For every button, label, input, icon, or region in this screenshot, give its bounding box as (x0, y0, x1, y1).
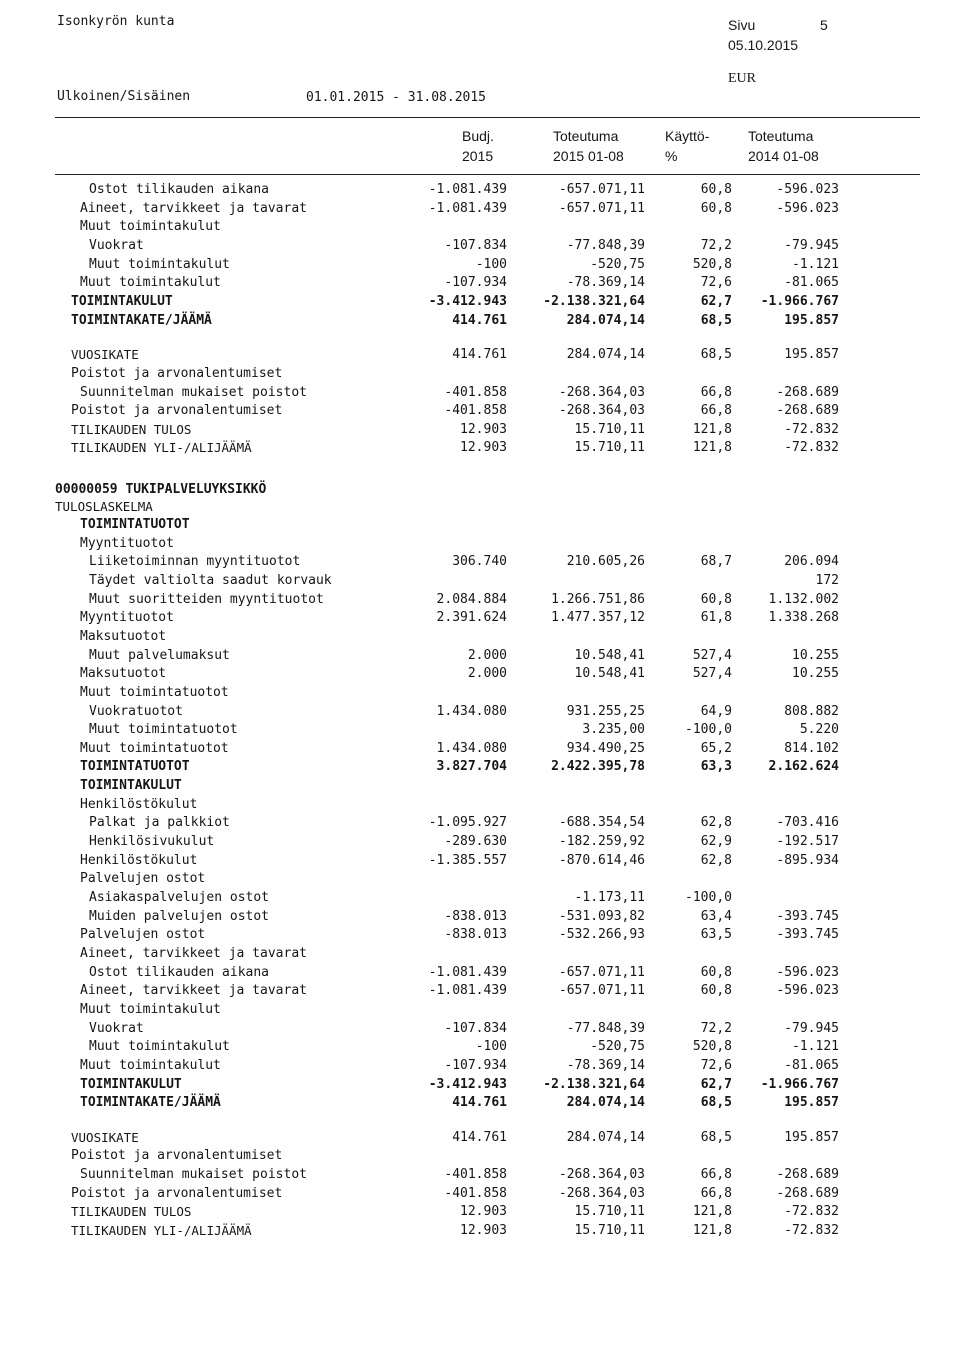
table-row (0, 1020, 960, 1038)
col-prev-line2: 2014 01-08 (748, 148, 819, 164)
unit-name: TUKIPALVELUYKSIKKÖ (125, 482, 267, 497)
prev-actual-cell: 195.857 (784, 347, 839, 363)
prev-actual-cell: -79.945 (784, 237, 839, 253)
actual-cell: -268.364,03 (558, 403, 645, 419)
row-label: Muiden palvelujen ostot (89, 908, 270, 924)
budget-cell: -401.858 (444, 1185, 507, 1201)
usage-pct-cell: 527,4 (692, 666, 732, 682)
budget-cell: 1.434.080 (436, 740, 507, 756)
usage-pct-cell: 72,6 (700, 1057, 732, 1073)
row-label: Palvelujen ostot (80, 871, 206, 887)
budget-cell: -1.081.439 (428, 964, 507, 980)
prev-actual-cell: -895.934 (776, 852, 839, 868)
usage-pct-cell: 63,4 (700, 908, 732, 924)
usage-pct-cell: 60,8 (700, 591, 732, 607)
prev-actual-cell: -1.121 (792, 256, 839, 272)
budget-cell: -100 (475, 256, 507, 272)
row-label: Muut toimintakulut (89, 256, 230, 272)
unit-report-title: TULOSLASKELMA (55, 499, 153, 514)
table-row (0, 312, 960, 330)
actual-cell: -77.848,39 (566, 237, 645, 253)
prev-actual-cell: -268.689 (776, 1185, 839, 1201)
usage-pct-cell: 520,8 (692, 1039, 732, 1055)
table-row (0, 870, 960, 888)
page-number: 5 (820, 17, 828, 33)
budget-cell: -1.385.557 (428, 852, 507, 868)
actual-cell: -520,75 (590, 1039, 645, 1055)
actual-cell: -268.364,03 (558, 1167, 645, 1183)
report-date: 05.10.2015 (728, 37, 799, 53)
table-row (0, 982, 960, 1000)
actual-cell: -531.093,82 (558, 908, 645, 924)
prev-actual-cell: -596.023 (776, 182, 839, 197)
row-label: Muut toimintakulut (80, 219, 221, 235)
budget-cell: -838.013 (444, 927, 507, 943)
table-row (0, 833, 960, 851)
budget-cell: -100 (475, 1039, 507, 1055)
table-row (0, 535, 960, 553)
prev-actual-cell: -72.832 (784, 1204, 839, 1220)
budget-cell: 2.000 (467, 647, 507, 663)
usage-pct-cell: 72,2 (700, 1020, 732, 1036)
budget-cell: -1.081.439 (428, 200, 507, 216)
prev-actual-cell: -72.832 (784, 1223, 839, 1239)
table-row (0, 1203, 960, 1221)
usage-pct-cell: 121,8 (692, 440, 732, 456)
row-label: Aineet, tarvikkeet ja tavarat (80, 945, 307, 961)
usage-pct-cell: 68,5 (700, 1095, 732, 1111)
budget-cell: 2.084.884 (436, 591, 507, 607)
row-label: Henkilösivukulut (89, 834, 215, 850)
actual-cell: 3.235,00 (582, 722, 645, 738)
row-label: Vuokrat (89, 237, 144, 253)
col-usage-line1: Käyttö- (665, 128, 710, 144)
actual-cell: -2.138.321,64 (543, 1076, 645, 1092)
row-label: Ostot tilikauden aikana (89, 964, 270, 980)
actual-cell: -657.071,11 (558, 200, 645, 216)
budget-cell: -1.095.927 (428, 815, 507, 831)
usage-pct-cell: 68,5 (700, 1129, 732, 1145)
usage-pct-cell: 66,8 (700, 1185, 732, 1201)
row-label: Liiketoiminnan myyntituotot (89, 554, 301, 570)
usage-pct-cell: 72,2 (700, 237, 732, 253)
actual-cell: 284.074,14 (566, 347, 645, 363)
row-label: Muut toimintatuotot (80, 684, 229, 700)
table-row (0, 1038, 960, 1056)
row-label: Myyntituotot (80, 610, 174, 626)
row-label: Muut toimintatuotot (80, 740, 229, 756)
prev-actual-cell: 10.255 (792, 647, 839, 663)
prev-actual-cell: -72.832 (784, 440, 839, 456)
actual-cell: -268.364,03 (558, 384, 645, 400)
table-row (0, 1222, 960, 1240)
budget-cell: 12.903 (460, 421, 507, 437)
usage-pct-cell: 68,5 (700, 347, 732, 363)
budget-cell: -838.013 (444, 908, 507, 924)
usage-pct-cell: 62,8 (700, 815, 732, 831)
usage-pct-cell: 66,8 (700, 1167, 732, 1183)
row-label: Ostot tilikauden aikana (89, 182, 270, 197)
col-usage-line2: % (665, 148, 678, 164)
prev-actual-cell: -1.966.767 (760, 293, 839, 309)
budget-cell: -289.630 (444, 834, 507, 850)
prev-actual-cell: 195.857 (784, 312, 839, 328)
row-label: Maksutuotot (80, 666, 167, 682)
actual-cell: -520,75 (590, 256, 645, 272)
budget-cell: 414.761 (452, 1129, 507, 1145)
row-label: Suunnitelman mukaiset poistot (80, 1167, 307, 1183)
usage-pct-cell: 68,5 (700, 312, 732, 328)
row-label: Poistot ja arvonalentumiset (71, 1185, 283, 1201)
table-row (0, 591, 960, 609)
table-row (0, 439, 960, 457)
table-row (0, 421, 960, 439)
row-label: TILIKAUDEN YLI-/ALIJÄÄMÄ (71, 1223, 252, 1239)
row-label: Muut toimintakulut (89, 1039, 230, 1055)
table-row (0, 628, 960, 646)
table-row (0, 1185, 960, 1203)
table-row (0, 365, 960, 383)
report-scope: Ulkoinen/Sisäinen (57, 89, 191, 104)
budget-cell: 414.761 (452, 1095, 507, 1111)
budget-cell: 12.903 (460, 1223, 507, 1239)
prev-actual-cell: -1.966.767 (760, 1076, 839, 1092)
table-row (0, 814, 960, 832)
budget-cell: 12.903 (460, 1204, 507, 1220)
prev-actual-cell: -72.832 (784, 421, 839, 437)
prev-actual-cell: 1.338.268 (768, 610, 839, 626)
budget-cell: -3.412.943 (428, 1076, 507, 1092)
row-label: Täydet valtiolta saadut korvauk (89, 572, 332, 588)
unit-code: 00000059 (55, 482, 118, 497)
report-period: 01.01.2015 - 31.08.2015 (306, 90, 487, 105)
usage-pct-cell: 121,8 (692, 421, 732, 437)
row-label: TOIMINTAKULUT (71, 293, 173, 309)
budget-cell: 306.740 (452, 554, 507, 570)
actual-cell: -657.071,11 (558, 182, 645, 197)
usage-pct-cell: 62,7 (700, 293, 732, 309)
usage-pct-cell: 62,9 (700, 834, 732, 850)
usage-pct-cell: 63,5 (700, 927, 732, 943)
actual-cell: 2.422.395,78 (551, 759, 645, 775)
table-row (0, 218, 960, 236)
table-row (0, 1147, 960, 1165)
col-budget-line1: Budj. (462, 128, 494, 144)
budget-cell: -107.834 (444, 237, 507, 253)
prev-actual-cell: -596.023 (776, 964, 839, 980)
table-row (0, 1166, 960, 1184)
usage-pct-cell: 60,8 (700, 983, 732, 999)
row-label: Muut toimintakulut (80, 275, 221, 291)
table-row (0, 256, 960, 274)
table-row (0, 1001, 960, 1019)
row-label: TOIMINTAKULUT (80, 778, 182, 794)
row-label: TILIKAUDEN YLI-/ALIJÄÄMÄ (71, 440, 252, 456)
budget-cell: 414.761 (452, 347, 507, 363)
actual-cell: 210.605,26 (566, 554, 645, 570)
actual-cell: 10.548,41 (574, 666, 645, 682)
table-row (0, 237, 960, 255)
row-label: Myyntituotot (80, 535, 174, 551)
prev-actual-cell: -596.023 (776, 983, 839, 999)
budget-cell: -3.412.943 (428, 293, 507, 309)
usage-pct-cell: -100,0 (685, 890, 732, 905)
table-row (0, 293, 960, 311)
budget-cell: 3.827.704 (436, 759, 507, 775)
row-label: TOIMINTAKULUT (80, 1076, 182, 1092)
row-label: Poistot ja arvonalentumiset (71, 403, 283, 419)
budget-cell: 12.903 (460, 440, 507, 456)
row-label: Palkat ja palkkiot (89, 815, 230, 831)
row-label: Suunnitelman mukaiset poistot (80, 384, 307, 400)
prev-actual-cell: -268.689 (776, 403, 839, 419)
row-label: Poistot ja arvonalentumiset (71, 1148, 283, 1164)
prev-actual-cell: -596.023 (776, 200, 839, 216)
prev-actual-cell: -393.745 (776, 908, 839, 924)
table-row (0, 402, 960, 420)
table-row (0, 964, 960, 982)
budget-cell: 414.761 (452, 312, 507, 328)
usage-pct-cell: 66,8 (700, 384, 732, 400)
budget-cell: -401.858 (444, 403, 507, 419)
usage-pct-cell: 121,8 (692, 1223, 732, 1239)
budget-cell: 1.434.080 (436, 703, 507, 719)
row-label: VUOSIKATE (71, 1129, 139, 1145)
table-row (0, 384, 960, 402)
row-label: Palvelujen ostot (80, 927, 206, 943)
actual-cell: -657.071,11 (558, 983, 645, 999)
actual-cell: 1.477.357,12 (551, 610, 645, 626)
prev-actual-cell: -1.121 (792, 1039, 839, 1055)
actual-cell: 284.074,14 (566, 1095, 645, 1111)
prev-actual-cell: 195.857 (784, 1095, 839, 1111)
table-row (0, 777, 960, 795)
budget-cell: -401.858 (444, 384, 507, 400)
prev-actual-cell: -81.065 (784, 275, 839, 291)
table-row (0, 796, 960, 814)
usage-pct-cell: -100,0 (685, 722, 732, 738)
prev-actual-cell: -268.689 (776, 384, 839, 400)
actual-cell: -870.614,46 (558, 852, 645, 868)
prev-actual-cell: 2.162.624 (768, 759, 839, 775)
col-actual-line1: Toteutuma (553, 128, 619, 144)
row-label: Muut toimintatuotot (89, 722, 238, 738)
table-row (0, 516, 960, 534)
col-actual-line2: 2015 01-08 (553, 148, 624, 164)
budget-cell: -107.834 (444, 1020, 507, 1036)
actual-cell: 931.255,25 (566, 703, 645, 719)
actual-cell: -532.266,93 (558, 927, 645, 943)
budget-cell: 2.000 (467, 666, 507, 682)
row-label: Aineet, tarvikkeet ja tavarat (80, 983, 307, 999)
row-label: Muut toimintakulut (80, 1001, 221, 1017)
table-row (0, 945, 960, 963)
prev-actual-cell: 5.220 (799, 722, 839, 738)
usage-pct-cell: 72,6 (700, 275, 732, 291)
actual-cell: 934.490,25 (566, 740, 645, 756)
row-label: TOIMINTAKATE/JÄÄMÄ (80, 1095, 221, 1111)
row-label: TILIKAUDEN TULOS (71, 421, 192, 437)
table-row (0, 908, 960, 926)
table-row (0, 181, 960, 199)
row-label: Asiakaspalvelujen ostot (89, 890, 270, 905)
actual-cell: 15.710,11 (574, 440, 645, 456)
table-row (0, 889, 960, 907)
table-row (0, 758, 960, 776)
page-label: Sivu (728, 17, 756, 33)
prev-actual-cell: 814.102 (784, 740, 839, 756)
table-row (0, 1094, 960, 1112)
actual-cell: 284.074,14 (566, 1129, 645, 1145)
row-label: Poistot ja arvonalentumiset (71, 365, 283, 381)
prev-actual-cell: -79.945 (784, 1020, 839, 1036)
row-label: Vuokratuotot (89, 703, 183, 719)
usage-pct-cell: 62,7 (700, 1076, 732, 1092)
row-label: Aineet, tarvikkeet ja tavarat (80, 200, 307, 216)
prev-actual-cell: 195.857 (784, 1129, 839, 1145)
prev-actual-cell: 1.132.002 (768, 591, 839, 607)
prev-actual-cell: -81.065 (784, 1057, 839, 1073)
prev-actual-cell: -268.689 (776, 1167, 839, 1183)
actual-cell: 10.548,41 (574, 647, 645, 663)
actual-cell: -657.071,11 (558, 964, 645, 980)
actual-cell: -182.259,92 (558, 834, 645, 850)
prev-actual-cell: 206.094 (784, 554, 839, 570)
actual-cell: 15.710,11 (574, 1204, 645, 1220)
usage-pct-cell: 66,8 (700, 403, 732, 419)
budget-cell: -1.081.439 (428, 182, 507, 197)
row-label: VUOSIKATE (71, 347, 139, 363)
usage-pct-cell: 520,8 (692, 256, 732, 272)
budget-cell: -107.934 (444, 1057, 507, 1073)
budget-cell: -107.934 (444, 275, 507, 291)
actual-cell: 15.710,11 (574, 1223, 645, 1239)
row-label: TOIMINTATUOTOT (80, 517, 190, 532)
usage-pct-cell: 63,3 (700, 759, 732, 775)
row-label: TOIMINTATUOTOT (80, 759, 190, 775)
row-label: Muut palvelumaksut (89, 647, 230, 663)
actual-cell: 1.266.751,86 (551, 591, 645, 607)
table-row (0, 721, 960, 739)
row-label: TILIKAUDEN TULOS (71, 1204, 192, 1220)
table-row (0, 647, 960, 665)
table-row (0, 665, 960, 683)
row-label: Henkilöstökulut (80, 852, 198, 868)
prev-actual-cell: -703.416 (776, 815, 839, 831)
prev-actual-cell: 808.882 (784, 703, 839, 719)
actual-cell: -2.138.321,64 (543, 293, 645, 309)
prev-actual-cell: 10.255 (792, 666, 839, 682)
usage-pct-cell: 60,8 (700, 182, 732, 197)
col-prev-line1: Toteutuma (748, 128, 814, 144)
table-row (0, 1129, 960, 1147)
usage-pct-cell: 68,7 (700, 554, 732, 570)
table-row (0, 200, 960, 218)
col-budget-line2: 2015 (462, 148, 494, 164)
actual-cell: -78.369,14 (566, 275, 645, 291)
actual-cell: -268.364,03 (558, 1185, 645, 1201)
table-row (0, 1076, 960, 1094)
row-label: Maksutuotot (80, 628, 167, 644)
table-row (0, 684, 960, 702)
table-row (0, 346, 960, 364)
municipality-name: Isonkyrön kunta (57, 14, 175, 29)
row-label: Henkilöstökulut (80, 796, 198, 812)
actual-cell: -688.354,54 (558, 815, 645, 831)
usage-pct-cell: 64,9 (700, 703, 732, 719)
budget-cell: -1.081.439 (428, 983, 507, 999)
actual-cell: -1.173,11 (574, 890, 645, 905)
table-row (0, 1057, 960, 1075)
table-row (0, 274, 960, 292)
actual-cell: -78.369,14 (566, 1057, 645, 1073)
row-label: TOIMINTAKATE/JÄÄMÄ (71, 312, 212, 328)
usage-pct-cell: 62,8 (700, 852, 732, 868)
usage-pct-cell: 65,2 (700, 740, 732, 756)
table-row (0, 703, 960, 721)
table-row (0, 572, 960, 590)
actual-cell: 284.074,14 (566, 312, 645, 328)
row-label: Vuokrat (89, 1020, 144, 1036)
actual-cell: 15.710,11 (574, 421, 645, 437)
table-row (0, 740, 960, 758)
table-row (0, 609, 960, 627)
actual-cell: -77.848,39 (566, 1020, 645, 1036)
usage-pct-cell: 527,4 (692, 647, 732, 663)
prev-actual-cell: 172 (815, 572, 839, 588)
usage-pct-cell: 121,8 (692, 1204, 732, 1220)
row-label: Muut toimintakulut (80, 1057, 221, 1073)
budget-cell: -401.858 (444, 1167, 507, 1183)
usage-pct-cell: 60,8 (700, 200, 732, 216)
budget-cell: 2.391.624 (436, 610, 507, 626)
prev-actual-cell: -192.517 (776, 834, 839, 850)
table-row (0, 852, 960, 870)
prev-actual-cell: -393.745 (776, 927, 839, 943)
row-label: Muut suoritteiden myyntituotot (89, 591, 324, 607)
usage-pct-cell: 60,8 (700, 964, 732, 980)
currency-label: EUR (728, 71, 756, 86)
usage-pct-cell: 61,8 (700, 610, 732, 626)
table-row (0, 553, 960, 571)
table-row (0, 926, 960, 944)
